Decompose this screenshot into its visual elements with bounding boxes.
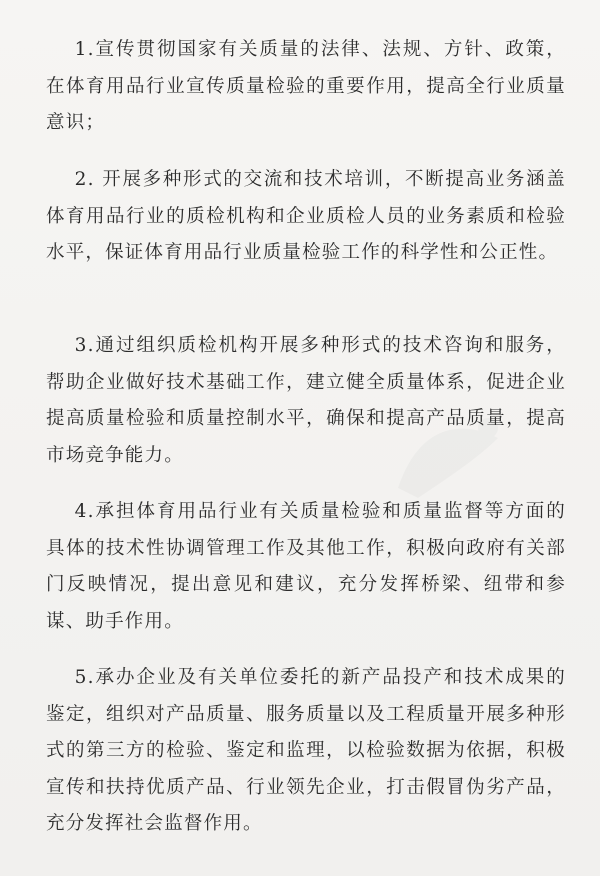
paragraph-4: 4.承担体育用品行业有关质量检验和质量监督等方面的具体的技术性协调管理工作及其他工作，积极向政府有关部门反映情况，提出意见和建议，充分发挥桥梁、纽带和参谋、助手作用。 — [46, 501, 566, 632]
paragraph-3: 3.通过组织质检机构开展多种形式的技术咨询和服务，帮助企业做好技术基础工作，建立健全质量体系，促进企业提高质量检验和质量控制水平，确保和提高产品质量，提高市场竞争能力。 — [46, 335, 566, 466]
paragraph-2: 2. 开展多种形式的交流和技术培训，不断提高业务涵盖体育用品行业的质检机构和企业质检人员的业务素质和检验水平，保证体育用品行业质量检验工作的科学性和公正性。 — [46, 169, 566, 263]
paragraph-1: 1.宣传贯彻国家有关质量的法律、法规、方针、政策，在体育用品行业宣传质量检验的重要作用，提高全行业质量意识； — [46, 39, 566, 133]
paragraph-5: 5.承办企业及有关单位委托的新产品投产和技术成果的鉴定，组织对产品质量、服务质量以及工程质量开展多种形式的第三方的检验、鉴定和监理，以检验数据为依据，积极宣传和扶持优质产品、行业领先企业，打击假冒伪劣产品，充分发挥社会监督作用。 — [46, 667, 566, 834]
